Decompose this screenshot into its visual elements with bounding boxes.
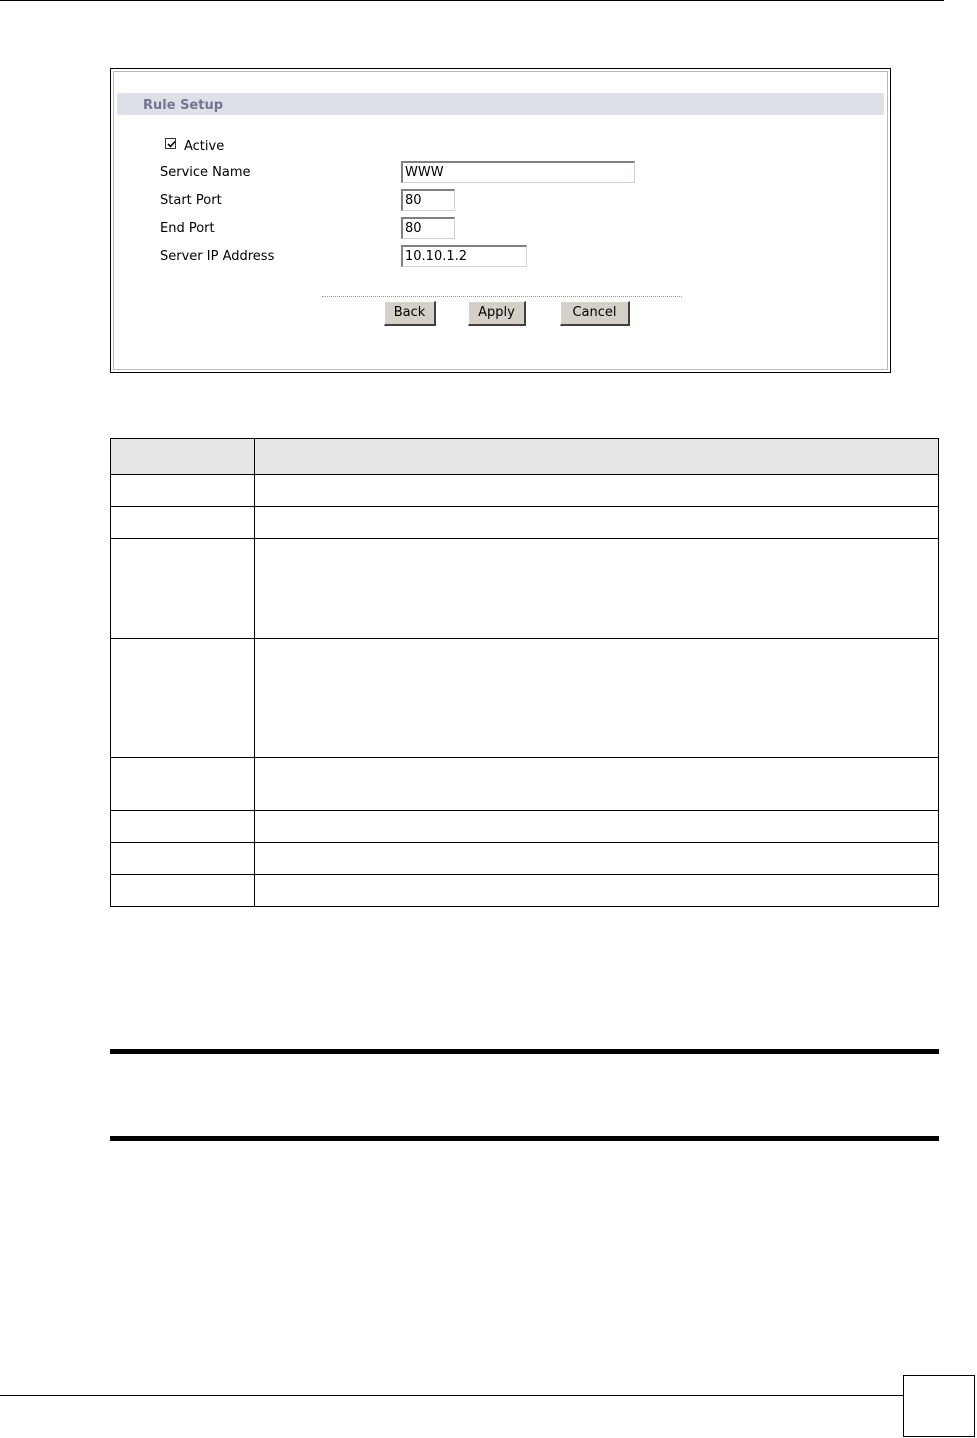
end-port-input[interactable]: 80 xyxy=(401,217,455,239)
table-row xyxy=(111,507,939,539)
table-row xyxy=(111,639,939,758)
server-ip-input[interactable]: 10.10.1.2 xyxy=(401,245,527,267)
active-checkbox[interactable] xyxy=(165,138,176,149)
header-rule xyxy=(0,0,944,1)
service-name-label: Service Name xyxy=(160,165,251,180)
apply-button[interactable]: Apply xyxy=(468,301,526,326)
footer-rule xyxy=(0,1395,903,1396)
section-header-bar xyxy=(117,93,884,115)
end-port-label: End Port xyxy=(160,221,215,236)
table-row xyxy=(111,811,939,843)
start-port-label: Start Port xyxy=(160,193,222,208)
table-row xyxy=(111,539,939,639)
start-port-input[interactable]: 80 xyxy=(401,189,455,211)
note-bottom-rule xyxy=(110,1136,939,1141)
service-name-input[interactable]: WWW xyxy=(401,161,635,183)
cancel-button[interactable]: Cancel xyxy=(560,301,630,326)
table-row xyxy=(111,875,939,907)
field-description-table xyxy=(110,438,939,907)
checkmark-icon xyxy=(166,139,177,150)
page-number-box xyxy=(903,1375,975,1437)
table-row xyxy=(111,758,939,811)
server-ip-label: Server IP Address xyxy=(160,249,275,264)
note-top-rule xyxy=(110,1049,939,1054)
table-row xyxy=(111,843,939,875)
section-title: Rule Setup xyxy=(143,98,224,113)
active-label: Active xyxy=(184,139,225,154)
table-header-cell xyxy=(111,439,255,475)
table-header-row xyxy=(111,439,939,475)
button-separator xyxy=(322,296,682,297)
table-header-cell xyxy=(255,439,939,475)
back-button[interactable]: Back xyxy=(384,301,436,326)
table-row xyxy=(111,475,939,507)
